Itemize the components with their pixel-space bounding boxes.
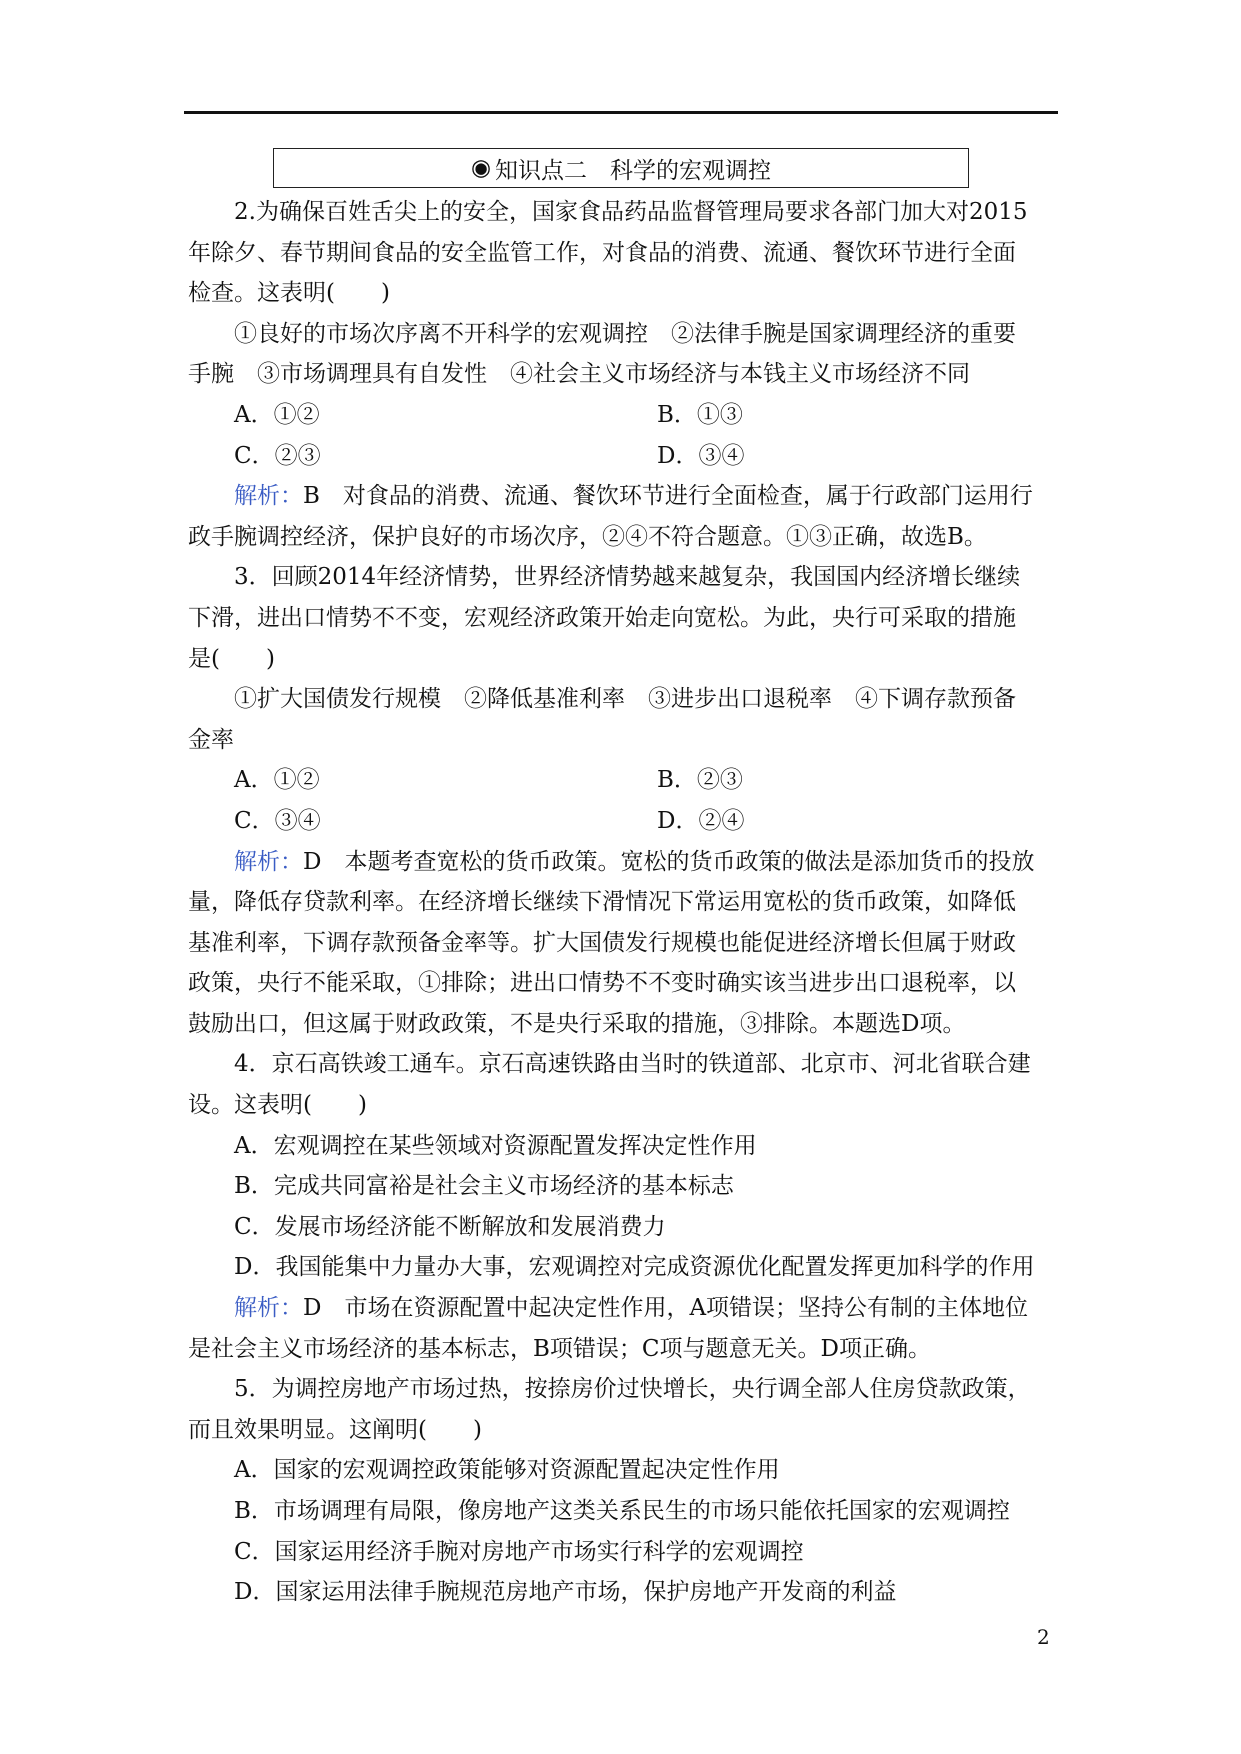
q3-stem-line: 3．回顾2014年经济情势，世界经济情势越来越复杂，我国国内经济增长继续	[234, 564, 1021, 591]
q3-option-c: C．③④	[234, 807, 321, 834]
q3-option-a: A．①②	[234, 767, 320, 794]
header-rule	[184, 111, 1058, 114]
q2-analysis-line: 政手腕调控经济，保护良好的市场次序，②④不符合题意。①③正确，故选B。	[188, 523, 987, 550]
q3-stem-line: 是( )	[188, 645, 275, 672]
q2-option-a: A．①②	[234, 401, 320, 428]
q3-options-row	[188, 760, 1080, 801]
q4-stem-line: 设。这表明( )	[188, 1092, 367, 1119]
q3-analysis-line: 政策，央行不能采取，①排除；进出口情势不不变时确实该当进步出口退税率，以	[188, 970, 1016, 997]
q2-stem-line: 2.为确保百姓舌尖上的安全，国家食品药品监督管理局要求各部门加大对2015	[234, 199, 1028, 225]
q3-option-d: D．②④	[657, 807, 745, 834]
q4-stem-line: 4．京石高铁竣工通车。京石高速铁路由当时的铁道部、北京市、河北省联合建	[234, 1051, 1031, 1078]
q2-options-row	[188, 395, 1080, 436]
q3-stem-line: 下滑，进出口情势不不变，宏观经济政策开始走向宽松。为此，央行可采取的措施	[188, 604, 1016, 631]
q2-options-row	[188, 436, 1080, 477]
page-number: 2	[1037, 1625, 1050, 1649]
q2-stem-line: 检查。这表明( )	[188, 280, 390, 307]
q4-option-a: A．宏观调控在某些领域对资源配置发挥决定性作用	[234, 1132, 757, 1159]
q5-stem-line: 5．为调控房地产市场过热，按捺房价过快增长，央行调全部人住房贷款政策，	[234, 1376, 1031, 1403]
q2-option-b: B．①③	[657, 401, 743, 428]
q2-analysis-line	[188, 476, 1080, 517]
q3-statement-line: 金率	[188, 726, 234, 753]
q3-analysis-text: D 本题考查宽松的货币政策。宽松的货币政策的做法是添加货币的投放	[303, 848, 1035, 875]
q5-option-b: B．市场调理有局限，像房地产这类关系民生的市场只能依托国家的宏观调控	[234, 1498, 1010, 1524]
q4-option-b: B．完成共同富裕是社会主义市场经济的基本标志	[234, 1173, 734, 1200]
q2-option-c: C．②③	[234, 442, 321, 469]
bullseye-icon: ◉	[470, 155, 492, 181]
q3-analysis-line: 鼓励出口，但这属于财政政策，不是央行采取的措施，③排除。本题选D项。	[188, 1010, 966, 1037]
document-body	[188, 192, 1080, 1613]
q4-option-c: C．发展市场经济能不断解放和发展消费力	[234, 1213, 666, 1240]
q5-option-c: C．国家运用经济手腕对房地产市场实行科学的宏观调控	[234, 1538, 804, 1565]
q3-analysis-line: 量，降低存贷款利率。在经济增长继续下滑情况下常运用宽松的货币政策，如降低	[188, 889, 1016, 916]
q5-stem-line: 而且效果明显。这阐明( )	[188, 1416, 482, 1443]
q3-analysis-line: 基准利率，下调存款预备金率等。扩大国债发行规模也能促进经济增长但属于财政	[188, 929, 1016, 956]
q5-option-d: D．国家运用法律手腕规范房地产市场，保护房地产开发商的利益	[234, 1579, 897, 1606]
q4-analysis-line	[188, 1288, 1080, 1329]
q2-statement-line: 手腕 ③市场调理具有自发性 ④社会主义市场经济与本钱主义市场经济不同	[188, 361, 970, 388]
analysis-label: 解析：	[234, 483, 303, 510]
section-heading-box	[273, 148, 969, 188]
section-title: 知识点二 科学的宏观调控	[495, 157, 772, 184]
q3-statement-line: ①扩大国债发行规模 ②降低基准利率 ③进步出口退税率 ④下调存款预备	[234, 686, 1016, 713]
q2-analysis-text: B 对食品的消费、流通、餐饮环节进行全面检查，属于行政部门运用行	[303, 483, 1033, 510]
q4-analysis-text: D 市场在资源配置中起决定性作用，A项错误；坚持公有制的主体地位	[303, 1295, 1029, 1322]
q3-option-b: B．②③	[657, 767, 743, 794]
q2-statement-line: ①良好的市场次序离不开科学的宏观调控 ②法律手腕是国家调理经济的重要	[234, 320, 1016, 347]
q3-options-row	[188, 801, 1080, 842]
q4-analysis-line: 是社会主义市场经济的基本标志，B项错误；C项与题意无关。D项正确。	[188, 1335, 931, 1362]
q3-analysis-line	[188, 842, 1080, 883]
q4-option-d: D．我国能集中力量办大事，宏观调控对完成资源优化配置发挥更加科学的作用	[234, 1254, 1035, 1281]
analysis-label: 解析：	[234, 1295, 303, 1322]
q2-stem-line: 年除夕、春节期间食品的安全监管工作，对食品的消费、流通、餐饮环节进行全面	[188, 239, 1016, 266]
q2-option-d: D．③④	[657, 442, 745, 469]
q5-option-a: A．国家的宏观调控政策能够对资源配置起决定性作用	[234, 1457, 780, 1484]
analysis-label: 解析：	[234, 848, 303, 875]
